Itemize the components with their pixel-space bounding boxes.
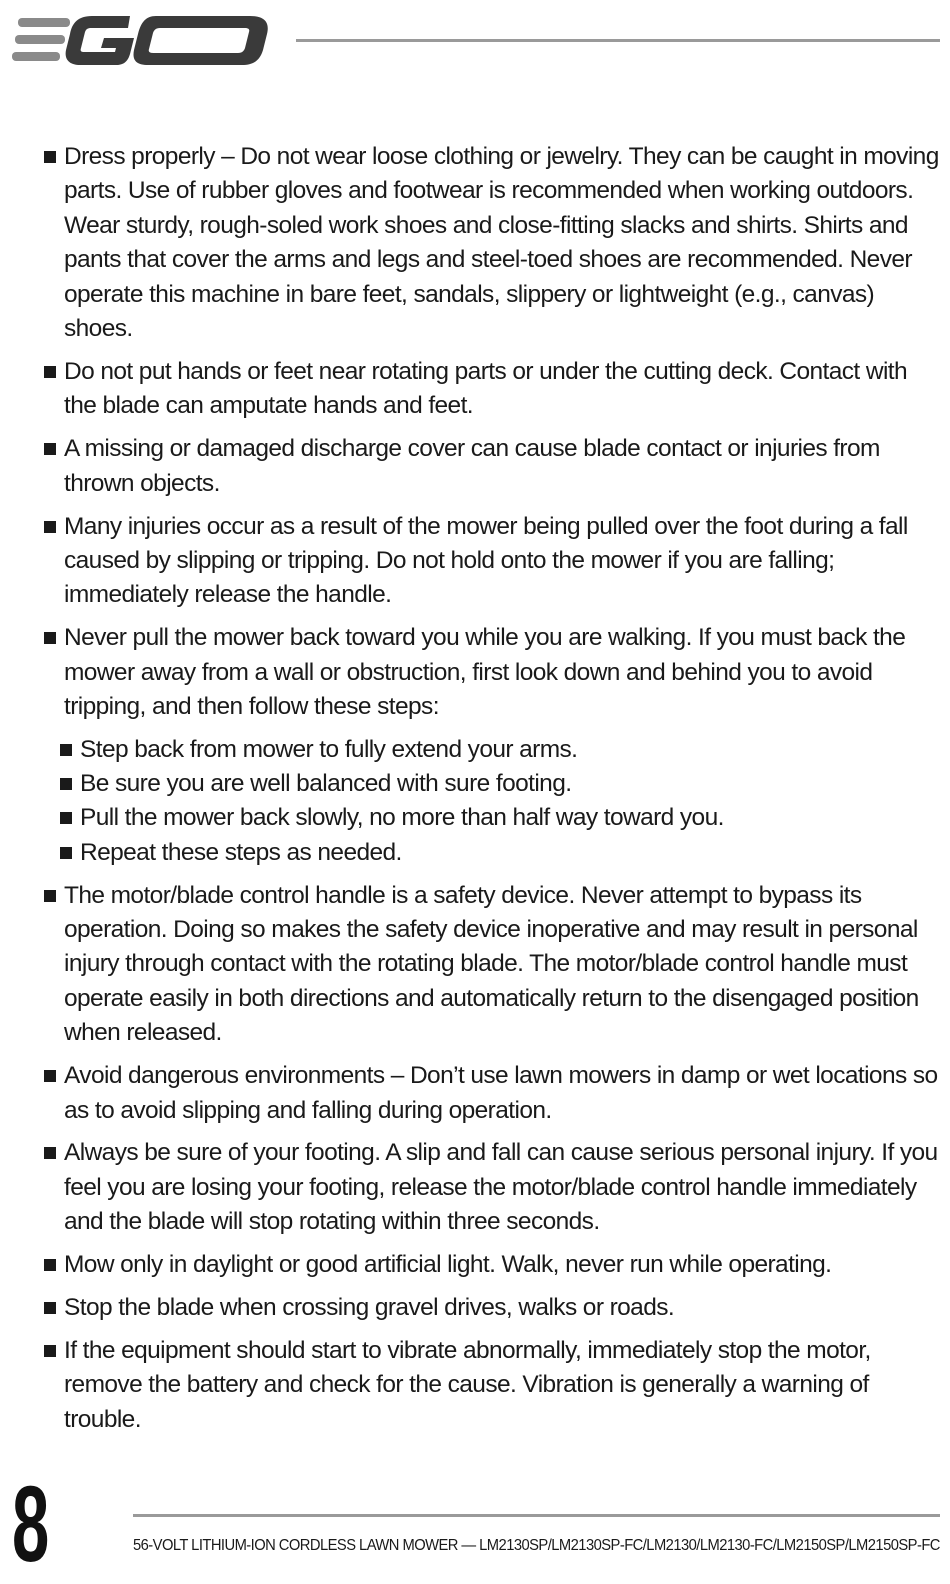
step-item (42, 801, 942, 835)
square-bullet-icon (60, 778, 72, 790)
list-item-text: Do not put hands or feet near rotating parts or under the cutting deck. Contact with the blade can amputate hands and feet. (64, 357, 908, 420)
list-item-text: Never pull the mower back toward you while you are walking. If you must back the mower away from a wall or obstruction, first look down and behind you to avoid tripping, and then follow these steps: (64, 624, 906, 721)
square-bullet-icon (60, 744, 72, 756)
ego-logo (12, 10, 274, 70)
list-item (42, 1248, 942, 1282)
step-item-text: Repeat these steps as needed. (80, 838, 402, 866)
square-bullet-icon (44, 151, 56, 163)
list-item (42, 1059, 942, 1128)
square-bullet-icon (44, 521, 56, 533)
logo-letter-o (134, 16, 268, 65)
step-item (42, 836, 942, 870)
step-item-text: Pull the mower back slowly, no more than half way toward you. (80, 804, 724, 832)
safety-rules-list (42, 140, 942, 1446)
logo-stripe-mid (15, 35, 65, 44)
list-item-text: A missing or damaged discharge cover can cause blade contact or injuries from thrown objects. (64, 435, 880, 497)
list-item-text: Mow only in daylight or good artificial light. Walk, never run while operating. (64, 1251, 832, 1279)
square-bullet-icon (44, 1345, 56, 1357)
footer-product-line: 56-VOLT LITHIUM-ION CORDLESS LAWN MOWER — LM2130SP/LM2130SP-FC/LM2130/LM2130-FC/LM2150SP/LM2150SP-FC (133, 1537, 940, 1554)
square-bullet-icon (60, 847, 72, 859)
list-item (42, 140, 942, 346)
header-rule (296, 39, 940, 42)
list-item (42, 355, 942, 424)
square-bullet-icon (44, 890, 56, 902)
logo-stripe-bottom (12, 52, 60, 61)
list-item (42, 621, 942, 724)
square-bullet-icon (44, 1259, 56, 1271)
list-item-text: Many injuries occur as a result of the mower being pulled over the foot during a fall caused by slipping or tripping. Do not hold onto the mower if you are falling; immediately release the handle. (64, 512, 908, 609)
list-item (42, 1291, 942, 1325)
list-item-text: If the equipment should start to vibrate abnormally, immediately stop the motor, remove the battery and check for the cause. Vibration is generally a warning of trouble. (64, 1337, 871, 1433)
logo-stripe-top (18, 18, 70, 27)
logo-letter-g (66, 16, 134, 65)
page-header (0, 0, 950, 80)
list-item-text: The motor/blade control handle is a safety device. Never attempt to bypass its operation. Doing so makes the safety device inoperative and may result in personal injury through contact with the rotating blade. The motor/blade control handle must operate easily in both directions and automatically return to the disengaged position when released. (64, 881, 919, 1047)
square-bullet-icon (60, 812, 72, 824)
list-item (42, 510, 942, 613)
step-item (42, 767, 942, 801)
step-item (42, 733, 942, 767)
list-item-text: Avoid dangerous environments – Don’t use lawn mowers in damp or wet locations so as to avoid slipping and falling during operation. (64, 1062, 938, 1124)
list-item-text: Always be sure of your footing. A slip and fall can cause serious personal injury. If you feel you are losing your footing, release the motor/blade control handle immediately and the blade will stop rotating within three seconds. (64, 1139, 938, 1236)
page-number: 8 (12, 1463, 50, 1584)
steps-sublist (42, 733, 942, 871)
square-bullet-icon (44, 632, 56, 644)
square-bullet-icon (44, 1147, 56, 1159)
square-bullet-icon (44, 366, 56, 378)
square-bullet-icon (44, 443, 56, 455)
list-item-text: Stop the blade when crossing gravel drives, walks or roads. (64, 1294, 675, 1322)
step-item-text: Step back from mower to fully extend your arms. (80, 735, 578, 763)
step-item-text: Be sure you are well balanced with sure footing. (80, 769, 572, 797)
square-bullet-icon (44, 1302, 56, 1314)
list-item (42, 432, 942, 501)
list-item-text: Dress properly – Do not wear loose clothing or jewelry. They can be caught in moving parts. Use of rubber gloves and footwear is recommended when working outdoors. Wear sturdy, rough-soled work shoes and close-fitting slacks and shirts. Shirts and pants that cover the arms and legs and steel-toed shoes are recommended. Never operate this machine in bare feet, sandals, slippery or lightweight (e.g., canvas) shoes. (64, 143, 939, 343)
list-item (42, 879, 942, 1051)
footer-rule (133, 1514, 940, 1517)
list-item (42, 1136, 942, 1239)
square-bullet-icon (44, 1070, 56, 1082)
list-item (42, 1334, 942, 1437)
